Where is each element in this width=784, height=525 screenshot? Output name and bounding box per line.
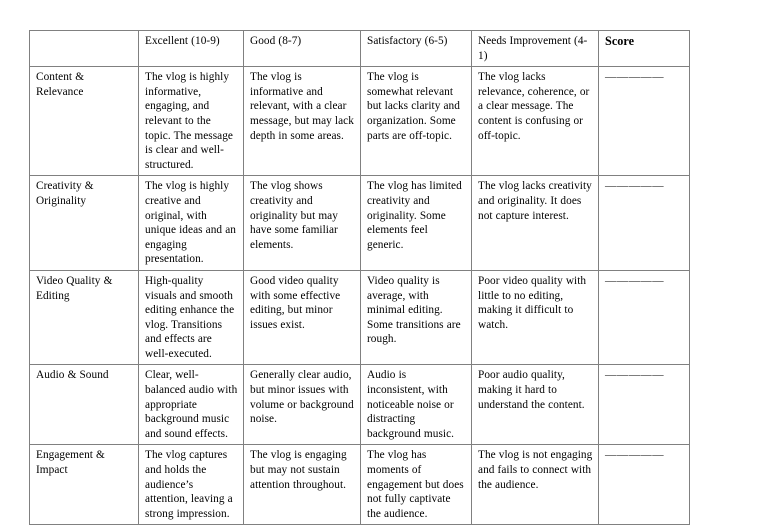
score-blank-line: ————— — [605, 71, 664, 84]
cell-satisfactory: Audio is inconsistent, with noticeable noise or distracting background music. — [361, 365, 472, 445]
score-entry-field[interactable] — [599, 445, 690, 525]
cell-satisfactory: The vlog is somewhat relevant but lacks clarity and organization. Some parts are off-topic. — [361, 67, 472, 176]
score-blank-line: ————— — [605, 180, 664, 193]
table-row — [30, 67, 690, 176]
row-criteria-label: Engagement & Impact — [30, 445, 139, 525]
table-row — [30, 365, 690, 445]
table-row — [30, 176, 690, 271]
cell-satisfactory: The vlog has moments of engagement but does not fully captivate the audience. — [361, 445, 472, 525]
row-criteria-label: Video Quality & Editing — [30, 270, 139, 365]
cell-good: The vlog shows creativity and originality but may have some familiar elements. — [244, 176, 361, 271]
score-entry-field[interactable] — [599, 176, 690, 271]
header-score: Score — [599, 31, 690, 67]
cell-good: The vlog is engaging but may not sustain attention throughout. — [244, 445, 361, 525]
cell-excellent: High-quality visuals and smooth editing enhance the vlog. Transitions and effects are well-executed. — [139, 270, 244, 365]
table-header-row — [30, 31, 690, 67]
row-criteria-label: Creativity & Originality — [30, 176, 139, 271]
header-criteria — [30, 31, 139, 67]
score-blank-line: ————— — [605, 369, 664, 382]
score-entry-field[interactable] — [599, 365, 690, 445]
score-blank-line: ————— — [605, 449, 664, 462]
table-row — [30, 445, 690, 525]
table-row — [30, 270, 690, 365]
header-needs-improvement: Needs Improvement (4-1) — [472, 31, 599, 67]
cell-excellent: The vlog captures and holds the audience’s attention, leaving a strong impression. — [139, 445, 244, 525]
cell-needs-improvement: The vlog lacks creativity and originality. It does not capture interest. — [472, 176, 599, 271]
cell-excellent: Clear, well-balanced audio with appropriate background music and sound effects. — [139, 365, 244, 445]
cell-satisfactory: Video quality is average, with minimal editing. Some transitions are rough. — [361, 270, 472, 365]
score-entry-field[interactable] — [599, 67, 690, 176]
cell-excellent: The vlog is highly creative and original, with unique ideas and an engaging presentation. — [139, 176, 244, 271]
cell-needs-improvement: Poor audio quality, making it hard to understand the content. — [472, 365, 599, 445]
rubric-table-container — [29, 30, 689, 525]
header-excellent: Excellent (10-9) — [139, 31, 244, 67]
cell-needs-improvement: Poor video quality with little to no editing, making it difficult to watch. — [472, 270, 599, 365]
row-criteria-label: Audio & Sound — [30, 365, 139, 445]
cell-excellent: The vlog is highly informative, engaging, and relevant to the topic. The message is clear and well-structured. — [139, 67, 244, 176]
row-criteria-label: Content & Relevance — [30, 67, 139, 176]
cell-good: Good video quality with some effective editing, but minor issues exist. — [244, 270, 361, 365]
rubric-table — [29, 30, 690, 525]
cell-needs-improvement: The vlog is not engaging and fails to connect with the audience. — [472, 445, 599, 525]
cell-good: The vlog is informative and relevant, with a clear message, but may lack depth in some areas. — [244, 67, 361, 176]
header-satisfactory: Satisfactory (6-5) — [361, 31, 472, 67]
score-entry-field[interactable] — [599, 270, 690, 365]
cell-good: Generally clear audio, but minor issues with volume or background noise. — [244, 365, 361, 445]
cell-needs-improvement: The vlog lacks relevance, coherence, or a clear message. The content is confusing or off-topic. — [472, 67, 599, 176]
cell-satisfactory: The vlog has limited creativity and originality. Some elements feel generic. — [361, 176, 472, 271]
score-blank-line: ————— — [605, 274, 664, 287]
header-good: Good (8-7) — [244, 31, 361, 67]
